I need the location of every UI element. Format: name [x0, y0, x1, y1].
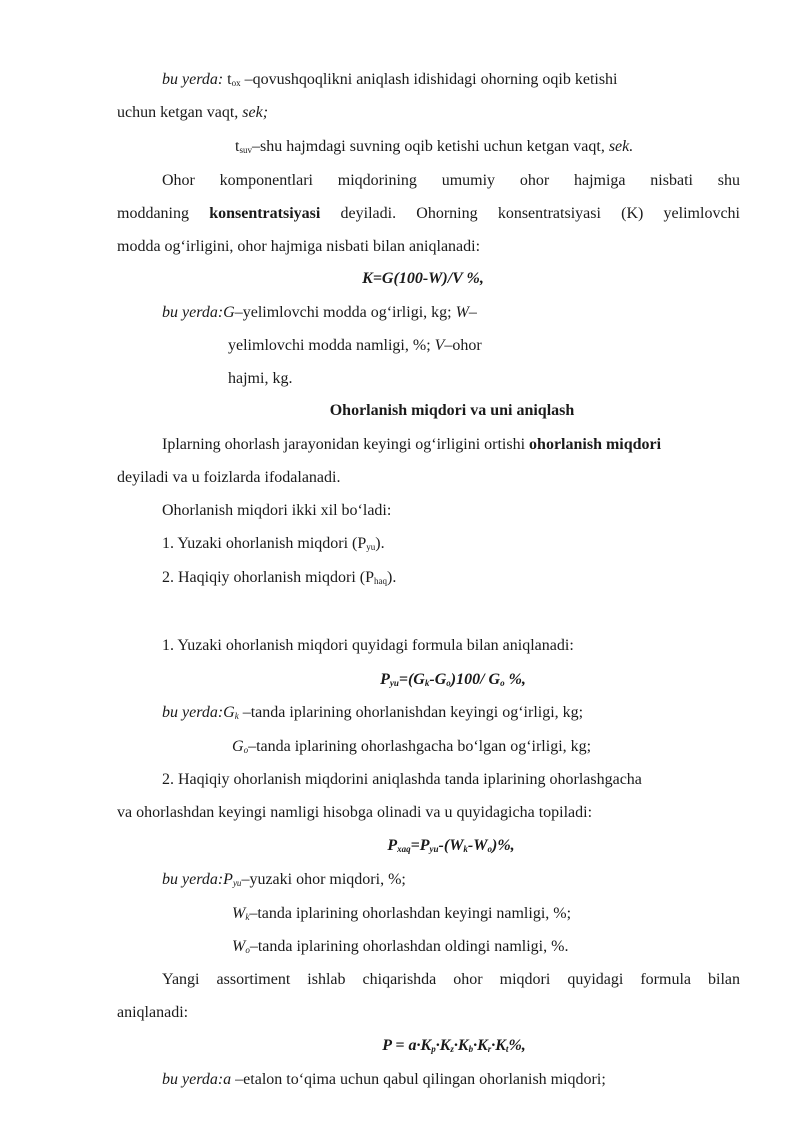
- text-line: bu $yerda:G_k$ –tanda iplarining ohorlanishdan keyingi og‘irligi, kg;: [162, 704, 584, 721]
- text-line: yelimlovchi modda namligi, %; V–ohor: [228, 337, 482, 354]
- text-line: va ohorlashdan keyingi namligi hisobga olinadi va u quyidagicha topiladi:: [117, 804, 593, 821]
- text-line: $t_{suv}$–shu hajmdagi suvning oqib ketishi uchun ketgan vaqt, sek.: [235, 138, 634, 155]
- formula-concentration: K=G(100-W)/V %,: [362, 270, 484, 287]
- text-line: bu yerda:a –etalon to‘qima uchun qabul qilingan ohorlanish miqdori;: [162, 1071, 606, 1088]
- text-line: bu $yerda:P_{yu}$–yuzaki ohor miqdori, %;: [162, 871, 406, 888]
- text-line: aniqlanadi:: [117, 1004, 189, 1021]
- formula-new-assortment: $P = a\cdot K_p\cdot K_z\cdot K_b\cdot K_r\cdot K_t\%$,: [382, 1037, 526, 1054]
- list-item: 2. Haqiqiy ohorlanish miqdori $(P_{haq})$.: [162, 569, 397, 586]
- text-line: Iplarning ohorlash jarayonidan keyingi og‘irligini ortishi ohorlanish miqdori: [162, 436, 662, 453]
- text-line: bu yerda: $t_{ox}$ –qovushqoqlikni aniqlash idishidagi ohorning oqib ketishi: [162, 71, 618, 88]
- text-line: moddaning konsentratsiyasi deyiladi. Ohorning konsentratsiyasi (K) yelimlovchi: [117, 205, 740, 222]
- text-line: 1. Yuzaki ohorlanish miqdori quyidagi formula bilan aniqlanadi:: [162, 637, 574, 654]
- text-line: 2. Haqiqiy ohorlanish miqdorini aniqlashda tanda iplarining ohorlashgacha: [162, 771, 642, 788]
- formula-real-sizing: $P_{xaq}=P_{yu}-(W_k-W_o)\%$,: [387, 837, 515, 854]
- text-line: modda og‘irligini, ohor hajmiga nisbati bilan aniqlanadi:: [117, 238, 481, 255]
- text-line: uchun ketgan vaqt, sek;: [117, 104, 269, 121]
- section-heading: Ohorlanish miqdori va uni aniqlash: [329, 402, 575, 419]
- text-line: Yangi assortiment ishlab chiqarishda ohor miqdori quyidagi formula bilan: [162, 971, 740, 988]
- text-line: $G_o$–tanda iplarining ohorlashgacha bo‘lgan og‘irligi, kg;: [232, 738, 592, 755]
- text-line: Ohor komponentlari miqdorining umumiy ohor hajmiga nisbati shu: [162, 172, 740, 189]
- text-line: deyiladi va u foizlarda ifodalanadi.: [117, 469, 341, 486]
- text-line: Ohorlanish miqdori ikki xil bo‘ladi:: [162, 502, 392, 519]
- text-line: bu yerda:G–yelimlovchi modda og‘irligi, kg; W–: [162, 304, 477, 321]
- text-line: $W_k$–tanda iplarining ohorlashdan keyingi namligi, %;: [232, 905, 572, 922]
- list-item: 1. Yuzaki ohorlanish miqdori $(P_{yu})$.: [162, 535, 385, 552]
- text-line: hajmi, kg.: [228, 370, 293, 387]
- text-line: $W_o$–tanda iplarining ohorlashdan oldingi namligi, %.: [232, 938, 569, 955]
- formula-surface-sizing: $P_{yu}=(G_k-G_o)100/$ $G_o$ %,: [380, 671, 526, 688]
